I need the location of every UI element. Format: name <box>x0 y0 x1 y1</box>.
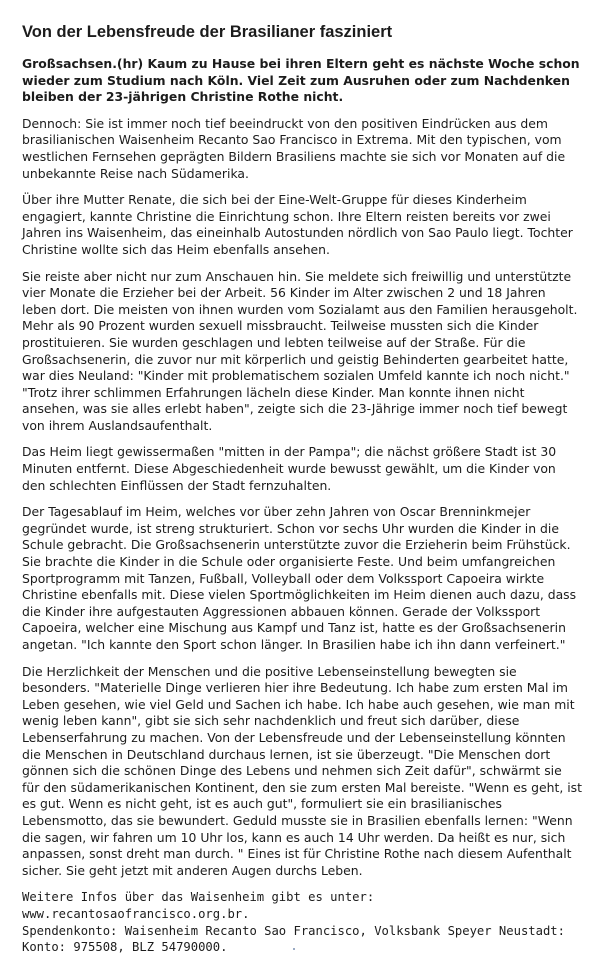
article-paragraph: Das Heim liegt gewissermaßen "mitten in der Pampa"; die nächst größere Stadt ist 30 Minuten entfernt. Diese Abgeschiedenheit wurde bewusst gewählt, um die Kinder von den schlechten Einflüssen der Stadt fernzuhalten. <box>22 444 557 493</box>
article-lead: Großsachsen.(hr) Kaum zu Hause bei ihren Eltern geht es nächste Woche schon wieder zum Studium nach Köln. Viel Zeit zum Ausruhen oder zum Nachdenken bleiben der 23-jährigen Christine Rothe nicht. <box>22 56 580 105</box>
footer-donation-line: Spendenkonto: Waisenheim Recanto Sao Francisco, Volksbank Speyer Neustadt: <box>22 923 565 938</box>
footer-info-line: Weitere Infos über das Waisenheim gibt es unter: www.recantosaofrancisco.org.br. <box>22 890 375 921</box>
article-paragraph: Über ihre Mutter Renate, die sich bei der Eine-Welt-Gruppe für dieses Kinderheim engagiert, kannte Christine die Einrichtung schon. Ihre Eltern reisten bereits vor zwei Jahren ins Waisenheim, das eineinhalb Autostunden nördlich von Sao Paulo liegt. Tochter Christine wollte sich das Heim ebenfalls ansehen. <box>22 192 573 257</box>
article-paragraph: Dennoch: Sie ist immer noch tief beeindruckt von den positiven Eindrücken aus dem brasilianischen Waisenheim Recanto Sao Francisco in Extrema. Mit den typischen, vom westlichen Fernsehen geprägten Bildern Brasiliens machte sie sich vor Monaten auf die unbekannte Reise nach Südamerika. <box>22 115 566 181</box>
article-paragraph: Die Herzlichkeit der Menschen und die positive Lebenseinstellung bewegten sie besonders. "Materielle Dinge verlieren hier ihre Bedeutung. Ich habe zum ersten Mal im Leben gesehen, wie viel Geld und Sachen ich habe. Ich habe auch gesehen, wie man mit wenig leben kann", gibt sie sich sehr nachdenklich und freut sich darüber, diese Lebenserfahrung zu machen. Von der Lebensfreude und der Lebenseinstellung könnten die Menschen in Deutschland durchaus lernen, ist sie überzeugt. "Die Menschen dort gönnen sich die schönen Dinge des Lebens und nehmen sich Zeit dafür", schwärmt sie für den südamerikanischen Kontinent, den sie zum ersten Mal bereiste. "Wenn es geht, ist es gut. Wenn es nicht geht, ist es auch gut", formuliert sie ein brasilianisches Lebensmotto, das sie bewundert. Geduld musste sie in Brasilien ebenfalls lernen: "Wenn die sagen, wir fahren um 10 Uhr los, kann es auch 14 Uhr werden. Da heißt es nur, sich anpassen, sonst dreht man durch. " Eines ist für Christine Rothe nach diesem Aufenthalt sicher. Sie geht jetzt mit anderen Augen durchs Leben. <box>22 663 582 878</box>
article-footer <box>22 889 582 955</box>
article-page <box>22 22 582 956</box>
scan-speck <box>293 948 295 950</box>
article-headline: Von der Lebensfreude der Brasilianer fasziniert <box>22 23 393 41</box>
article-paragraph: Der Tagesablauf im Heim, welches vor über zehn Jahren von Oscar Brenninkmejer gegründet wurde, ist streng strukturiert. Schon vor sechs Uhr wurden die Kinder in die Schule gebracht. Die Großsachsenerin unterstützte zuvor die Erzieherin beim Frühstück. Sie brachte die Kinder in die Schule oder organisierte Feste. Und beim umfangreichen Sportprogramm mit Tanzen, Fußball, Volleyball oder dem Volkssport Capoeira wirkte Christine ebenfalls mit. Diese vielen Sportmöglichkeiten im Heim dienen auch dazu, dass die Kinder ihre aufgestauten Aggressionen abbauen können. Gerade der Volkssport Capoeira, welcher eine Mischung aus Kampf und Tanz ist, hatte es der Großsachsenerin angetan. "Ich kannte den Sport schon länger. In Brasilien habe ich ihn dann verfeinert." <box>22 504 577 652</box>
footer-account-line: Konto: 975508, BLZ 54790000. <box>22 940 228 955</box>
article-paragraph: Sie reiste aber nicht nur zum Anschauen hin. Sie meldete sich freiwillig und unterstützte vier Monate die Erzieher bei der Arbeit. 56 Kinder im Alter zwischen 2 und 18 Jahren leben dort. Die meisten von ihnen wurden vom Sozialamt aus den Familien herausgeholt. Mehr als 90 Prozent wurden sexuell missbraucht. Teilweise mussten sich die Kinder prostituieren. Sie wurden geschlagen und lebten teilweise auf der Straße. Für die Großsachsenerin, die zuvor nur mit körperlich und geistig Behinderten gearbeitet hatte, war dies Neuland: "Kinder mit problematischem sozialen Umfeld kannte ich noch nicht." "Trotz ihrer schlimmen Erfahrungen lächeln diese Kinder. Man konnte ihnen nicht ansehen, was sie alles erlebt haben", zeigte sich die 23-Jährige immer noch tief bewegt von ihrem Auslandsaufenthalt. <box>22 268 578 433</box>
